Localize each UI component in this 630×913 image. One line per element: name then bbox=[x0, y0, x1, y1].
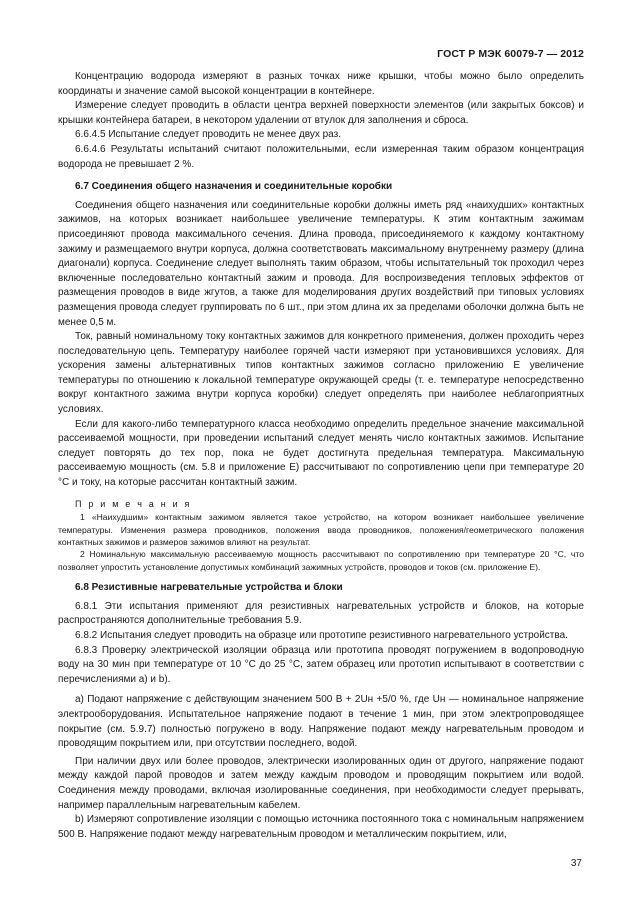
paragraph: 6.8.2 Испытания следует проводить на образце или прототипе резистивного нагревательного устройства. bbox=[75, 630, 568, 642]
paragraph: Концентрацию водорода измеряют в разных точках ниже крышки, чтобы можно было определить координаты и значение самой высокой концентрации в контейнере. bbox=[58, 71, 584, 97]
paragraph: 6.8.1 Эти испытания применяют для резистивных нагревательных устройств и блоков, на которые распространяются дополнительные требования 5.9. bbox=[58, 600, 584, 627]
paragraph: Ток, равный номинальному току контактных зажимов для конкретного применения, должен проходить через последовательную цепь. Температуру наиболее горячей части измеряют при установившихся условиях. Для ускорения замены альтернативных типов контактных зажимов согласно приложению Е увеличение температуры по отношению к локальной температуре окружающей среды (т. е. температуре непосредственно вокруг контактного зажима внутри корпуса коробки) следует определять при наиболее неблагоприятных условиях. bbox=[58, 331, 584, 416]
body-text bbox=[58, 70, 584, 842]
page-number: 37 bbox=[570, 858, 582, 869]
paragraph: Если для какого-либо температурного класса необходимо определить предельное значение максимальной рассеиваемой мощности, при проведении испытаний следует менять число контактных зажимов. Испытание следует повторять до тех пор, пока не будет достигнута предельная температура. Максимальную рассеиваемую мощность (см. 5.8 и приложение Е) рассчитывают по сопротивлению цепи при температуре 20 °С и току, на которые рассчитан контактный зажим. bbox=[58, 418, 584, 489]
note-item: 1 «Наихудшим» контактным зажимом является такое устройство, на котором возникает наибольшее увеличение температуры. Изменения размера проводников, положения ввода проводников, положения/геометрического положения контактных зажимов и размеров зажимов влияют на результат. bbox=[58, 512, 584, 548]
paragraph: а) Подают напряжение с действующим значением 500 В + 2Uн +5/0 %, где Uн — номинальное напряжение электрооборудования. Испытательное напряжение подают в течение 1 мин, при этом электропроводящее покрытие (см. 5.9.7) полностью погружено в воду. Напряжение подают между нагревательным проводом и проводящим покрытием или, при отсутствии последнего, водой. bbox=[58, 694, 584, 750]
standard-code-header: ГОСТ Р МЭК 60079-7 — 2012 bbox=[437, 48, 584, 60]
note-item: 2 Номинальную максимальную рассеиваемую мощность рассчитывают по сопротивлению при температуре 20 °С, что позволяет упростить установление допустимых комбинаций зажимных устройств, проводов и токов (см. приложение Е). bbox=[58, 549, 584, 572]
paragraph: Соединения общего назначения или соединительные коробки должны иметь ряд «наихудших» контактных зажимов, на которых возникает наибольшее увеличение температуры. К этим контактным зажимам присоединяют провода максимального сечения. Длина провода, присоединяемого к каждому контактному зажиму и размещаемого внутри корпуса, должна соответствовать максимальному внутреннему размеру (длина диагонали) корпуса. Соединение следует выполнять таким образом, чтобы испытательный ток проходил через включенные последовательно контактный зажим и провода. Для воспроизведения тепловых эффектов от размещения проводов в виде жгутов, а также для моделирования других воздействий при типовых условиях размещения провода следует группировать по 6 шт., при этом длина их за пределами оболочки должна быть не менее 0,5 м. bbox=[58, 199, 584, 328]
paragraph: 6.8.3 Проверку электрической изоляции образца или прототипа проводят погружением в водопроводную воду на 30 мин при температуре от 10 °С до 25 °С, затем образец или прототип испытывают в соответствии с перечислениями а) и b). bbox=[58, 644, 584, 685]
paragraph: Измерение следует проводить в области центра верхней поверхности элементов (или закрытых боксов) и крышки контейнера батареи, в некотором удалении от втулок для заполнения и сброса. bbox=[58, 100, 584, 126]
paragraph: b) Измеряют сопротивление изоляции с помощью источника постоянного тока с номинальным напряжением 500 В. Напряжение подают между нагревательным проводом и металлическим покрытием, или, bbox=[58, 814, 584, 840]
paragraph: 6.6.4.6 Результаты испытаний считают положительными, если измеренная таким образом концентрация водорода не превышает 2 %. bbox=[58, 143, 584, 170]
paragraph: При наличии двух или более проводов, электрически изолированных один от другого, напряжение подают между каждой парой проводов и затем между каждым проводом и проводящим покрытием или водой. Соединения между проводами, включая изолированные соединения, при необходимости следует прерывать, например параллельным нагревательным кабелем. bbox=[58, 755, 584, 811]
section-heading-6-7: 6.7 Соединения общего назначения и соединительные коробки bbox=[75, 181, 393, 193]
section-heading-6-8: 6.8 Резистивные нагревательные устройства и блоки bbox=[75, 582, 343, 594]
notes-title: П р и м е ч а н и я bbox=[75, 498, 192, 509]
paragraph: 6.6.4.5 Испытание следует проводить не менее двух раз. bbox=[75, 129, 341, 141]
